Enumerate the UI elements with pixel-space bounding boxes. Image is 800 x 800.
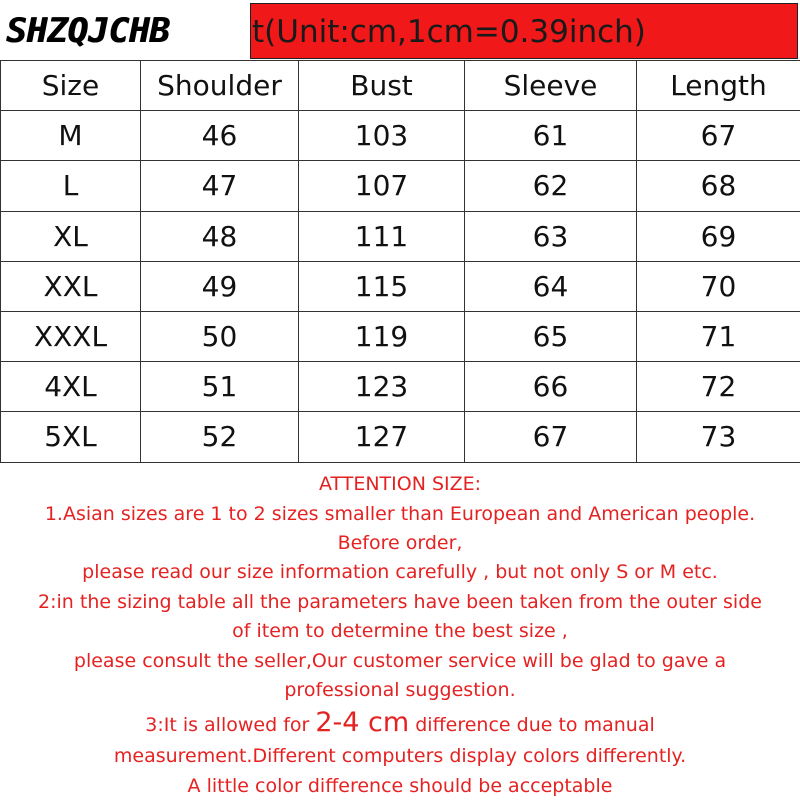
table-row bbox=[1, 161, 800, 211]
brand-name: SHZQJCHB bbox=[6, 11, 170, 51]
table-cell: 66 bbox=[465, 362, 637, 412]
tolerance-text-before: 3:It is allowed for bbox=[145, 714, 316, 736]
table-cell: 49 bbox=[141, 261, 299, 311]
table-header-cell: Sleeve bbox=[465, 61, 637, 111]
table-row bbox=[1, 111, 800, 161]
table-cell: XXXL bbox=[1, 311, 141, 361]
note-line: A little color difference should be acceptable bbox=[187, 775, 613, 797]
table-cell: 72 bbox=[637, 362, 800, 412]
table-cell: 111 bbox=[299, 211, 465, 261]
table-cell: 107 bbox=[299, 161, 465, 211]
table-cell: 48 bbox=[141, 211, 299, 261]
size-notes bbox=[0, 472, 800, 800]
header-banner bbox=[0, 0, 800, 62]
table-cell: 65 bbox=[465, 311, 637, 361]
table-header-cell: Shoulder bbox=[141, 61, 299, 111]
table-cell: 123 bbox=[299, 362, 465, 412]
table-cell: 47 bbox=[141, 161, 299, 211]
table-cell: 70 bbox=[637, 261, 800, 311]
table-header-row bbox=[1, 61, 800, 111]
table-cell: 69 bbox=[637, 211, 800, 261]
table-cell: 67 bbox=[637, 111, 800, 161]
table-cell: 68 bbox=[637, 161, 800, 211]
table-cell: 67 bbox=[465, 412, 637, 462]
table-cell: 115 bbox=[299, 261, 465, 311]
note-line: Before order, bbox=[337, 532, 463, 554]
note-line: measurement.Different computers display colors differently. bbox=[113, 745, 687, 767]
table-cell: 73 bbox=[637, 412, 800, 462]
note-line: 2:in the sizing table all the parameters have been taken from the outer side bbox=[38, 591, 762, 613]
note-line-tolerance bbox=[0, 708, 800, 740]
table-cell: 50 bbox=[141, 311, 299, 361]
table-cell: 71 bbox=[637, 311, 800, 361]
table-cell: XXL bbox=[1, 261, 141, 311]
table-header-cell: Size bbox=[1, 61, 141, 111]
table-row bbox=[1, 412, 800, 462]
table-cell: 103 bbox=[299, 111, 465, 161]
table-row bbox=[1, 211, 800, 261]
note-line: professional suggestion. bbox=[284, 679, 516, 701]
table-cell: 51 bbox=[141, 362, 299, 412]
table-cell: 5XL bbox=[1, 412, 141, 462]
note-line: of item to determine the best size , bbox=[232, 620, 568, 642]
note-line: 1.Asian sizes are 1 to 2 sizes smaller than European and American people. bbox=[44, 503, 756, 525]
table-row bbox=[1, 311, 800, 361]
table-header-cell: Length bbox=[637, 61, 800, 111]
table-row bbox=[1, 261, 800, 311]
tolerance-text-after: difference due to manual bbox=[409, 714, 655, 736]
table-cell: 63 bbox=[465, 211, 637, 261]
table-cell: 61 bbox=[465, 111, 637, 161]
notes-heading: ATTENTION SIZE: bbox=[318, 473, 482, 495]
table-header-cell: Bust bbox=[299, 61, 465, 111]
table-cell: XL bbox=[1, 211, 141, 261]
table-cell: 62 bbox=[465, 161, 637, 211]
table-cell: 4XL bbox=[1, 362, 141, 412]
size-chart-table bbox=[0, 60, 800, 463]
table-row bbox=[1, 362, 800, 412]
table-cell: 64 bbox=[465, 261, 637, 311]
table-cell: 46 bbox=[141, 111, 299, 161]
table-cell: 119 bbox=[299, 311, 465, 361]
note-line: please consult the seller,Our customer service will be glad to gave a bbox=[73, 650, 727, 672]
tolerance-value: 2-4 cm bbox=[315, 707, 410, 738]
unit-info-text: t(Unit:cm,1cm=0.39inch) bbox=[252, 14, 646, 50]
table-cell: M bbox=[1, 111, 141, 161]
note-line: please read our size information carefully , but not only S or M etc. bbox=[82, 561, 718, 583]
table-cell: 52 bbox=[141, 412, 299, 462]
table-cell: 127 bbox=[299, 412, 465, 462]
table-cell: L bbox=[1, 161, 141, 211]
